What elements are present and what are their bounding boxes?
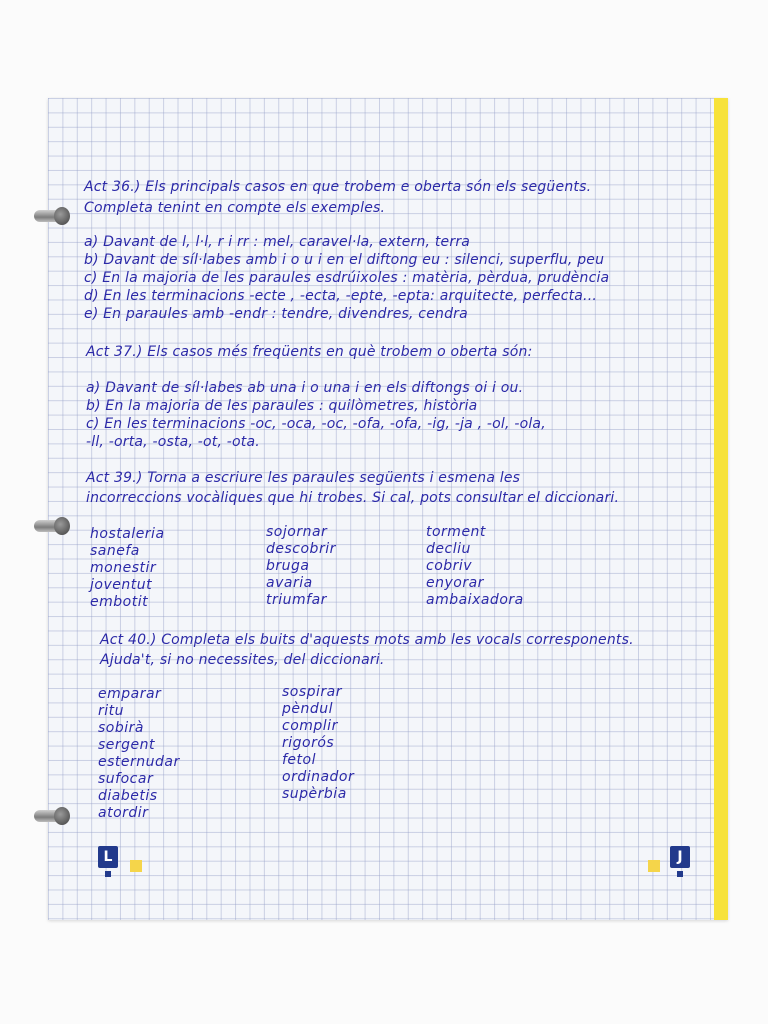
- act39-column-2: [266, 524, 336, 609]
- list-item: supèrbia: [282, 786, 347, 802]
- binder-ring-icon: [34, 520, 68, 532]
- list-item: pèndul: [282, 701, 334, 717]
- list-item: atordir: [98, 805, 149, 821]
- list-item: triumfar: [266, 592, 327, 608]
- act40-column-2: [282, 684, 354, 803]
- list-item: sergent: [98, 737, 156, 753]
- list-item: ordinador: [282, 769, 355, 785]
- list-item: sufocar: [98, 771, 154, 787]
- list-item: joventut: [90, 577, 153, 593]
- list-item: hostaleria: [90, 526, 165, 542]
- list-item: sospirar: [282, 684, 343, 700]
- act37-item-c-cont: -ll, -orta, -osta, -ot, -ota.: [86, 434, 260, 450]
- act39-column-1: [90, 526, 165, 611]
- list-item: avaria: [266, 575, 313, 591]
- notebook-page: [48, 98, 728, 920]
- yellow-margin-strip: [714, 98, 728, 920]
- binder-ring-icon: [34, 810, 68, 822]
- list-item: sojornar: [266, 524, 328, 540]
- list-item: descobrir: [266, 541, 336, 557]
- yellow-dot-icon: [130, 860, 142, 872]
- notebook-brand-logo-icon: J: [670, 846, 690, 868]
- act37-item-a: a) Davant de síl·labes ab una i o una i en els diftongs oi i ou.: [86, 380, 524, 396]
- notebook-brand-logo-icon: L: [98, 846, 118, 868]
- list-item: diabetis: [98, 788, 158, 804]
- act36-subtitle: Completa tenint en compte els exemples.: [84, 200, 386, 216]
- act36-item-c: c) En la majoria de les paraules esdrúixoles : matèria, pèrdua, prudència: [84, 270, 610, 286]
- list-item: torment: [426, 524, 486, 540]
- act37-item-c: c) En les terminacions -oc, -oca, -oc, -ofa, -ofa, -ig, -ja , -ol, -ola,: [86, 416, 546, 432]
- yellow-dot-icon: [648, 860, 660, 872]
- list-item: sobirà: [98, 720, 144, 736]
- act36-title: Act 36.) Els principals casos en que trobem e oberta són els següents.: [84, 179, 592, 195]
- list-item: monestir: [90, 560, 157, 576]
- act39-title: Act 39.) Torna a escriure les paraules següents i esmena les: [86, 470, 521, 486]
- list-item: sanefa: [90, 543, 140, 559]
- list-item: embotit: [90, 594, 149, 610]
- act37-title: Act 37.) Els casos més freqüents en què trobem o oberta són:: [86, 344, 533, 360]
- list-item: ritu: [98, 703, 125, 719]
- act40-column-1: [98, 686, 180, 822]
- act36-item-a: a) Davant de l, l·l, r i rr : mel, caravel·la, extern, terra: [84, 234, 471, 250]
- act36-item-b: b) Davant de síl·labes amb i o u i en el diftong eu : silenci, superflu, peu: [84, 252, 605, 268]
- act39-subtitle: incorreccions vocàliques que hi trobes. Si cal, pots consultar el diccionari.: [86, 490, 620, 506]
- list-item: decliu: [426, 541, 471, 557]
- act37-item-b: b) En la majoria de les paraules : quilòmetres, història: [86, 398, 478, 414]
- list-item: cobriv: [426, 558, 473, 574]
- list-item: ambaixadora: [426, 592, 524, 608]
- list-item: esternudar: [98, 754, 180, 770]
- list-item: bruga: [266, 558, 310, 574]
- act40-subtitle: Ajuda't, si no necessites, del diccionari.: [100, 652, 385, 668]
- binder-ring-icon: [34, 210, 68, 222]
- act36-item-e: e) En paraules amb -endr : tendre, divendres, cendra: [84, 306, 468, 322]
- list-item: enyorar: [426, 575, 484, 591]
- list-item: rigorós: [282, 735, 335, 751]
- act40-title: Act 40.) Completa els buits d'aquests mots amb les vocals corresponents.: [100, 632, 634, 648]
- act39-column-3: [426, 524, 524, 609]
- list-item: complir: [282, 718, 338, 734]
- list-item: fetol: [282, 752, 316, 768]
- list-item: emparar: [98, 686, 162, 702]
- act36-item-d: d) En les terminacions -ecte , -ecta, -epte, -epta: arquitecte, perfecta...: [84, 288, 598, 304]
